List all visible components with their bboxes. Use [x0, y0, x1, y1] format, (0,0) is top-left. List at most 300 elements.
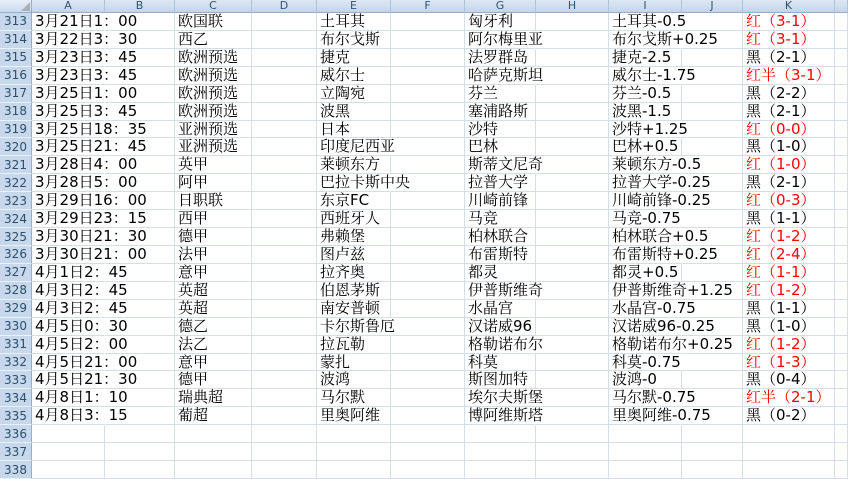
cell-home-331[interactable] — [317, 336, 391, 354]
cell-time-335[interactable] — [32, 406, 128, 425]
cell-L337[interactable] — [835, 443, 848, 461]
cell-handicap-314[interactable] — [609, 29, 718, 49]
row-header-318[interactable]: 318 — [0, 103, 32, 121]
cell-H336[interactable] — [536, 425, 609, 443]
cell-away-324[interactable] — [465, 210, 536, 228]
cell-L335[interactable] — [835, 407, 848, 425]
cell-home-319[interactable] — [317, 121, 391, 139]
cell-league-328[interactable] — [175, 282, 252, 300]
cell-D334[interactable] — [252, 389, 317, 407]
cell-result-326[interactable] — [743, 246, 835, 264]
cell-time-315[interactable] — [32, 47, 138, 67]
cell-home-325[interactable] — [317, 228, 391, 246]
cell-home-321[interactable] — [317, 156, 391, 174]
cell-result-336[interactable] — [743, 425, 835, 443]
cell-result-334[interactable] — [743, 389, 835, 407]
cell-home-313[interactable] — [317, 13, 391, 31]
cell-time-321[interactable] — [32, 155, 138, 174]
cell-F337[interactable] — [391, 443, 465, 461]
cell-time-316[interactable] — [32, 65, 138, 85]
cell-league-313[interactable] — [175, 13, 252, 31]
cell-F323[interactable] — [391, 192, 465, 210]
cell-H328[interactable] — [536, 282, 609, 300]
cell-J318[interactable] — [682, 103, 743, 121]
cell-B336[interactable] — [105, 425, 175, 443]
row-header-328[interactable]: 328 — [0, 282, 32, 300]
cell-handicap-324[interactable] — [609, 210, 682, 228]
cell-result-330[interactable] — [743, 318, 835, 336]
cell-away-323[interactable] — [465, 192, 536, 210]
cell-result-329[interactable] — [743, 300, 835, 318]
cell-D333[interactable] — [252, 371, 317, 389]
cell-H330[interactable] — [536, 318, 609, 336]
cell-away-327[interactable] — [465, 264, 536, 282]
cell-H332[interactable] — [536, 354, 609, 372]
cell-time-314[interactable] — [32, 29, 138, 49]
cell-L322[interactable] — [835, 174, 848, 192]
cell-home-338[interactable] — [317, 461, 391, 479]
cell-league-319[interactable] — [175, 121, 252, 139]
cell-time-330[interactable] — [32, 316, 128, 336]
cell-J332[interactable] — [682, 354, 743, 372]
cell-handicap-325[interactable] — [609, 227, 709, 246]
row-header-338[interactable]: 338 — [0, 461, 32, 479]
cell-home-314[interactable] — [317, 31, 391, 49]
cell-F334[interactable] — [391, 389, 465, 407]
cell-time-317[interactable] — [32, 83, 138, 103]
cell-D314[interactable] — [252, 31, 317, 49]
cell-handicap-315[interactable] — [609, 49, 682, 67]
cell-result-322[interactable] — [743, 174, 835, 192]
column-header-B[interactable]: B — [105, 0, 175, 13]
cell-H321[interactable] — [536, 156, 609, 174]
cell-home-327[interactable] — [317, 264, 391, 282]
cell-H320[interactable] — [536, 138, 609, 156]
cell-league-314[interactable] — [175, 31, 252, 49]
cell-away-322[interactable] — [465, 174, 536, 192]
cell-H322[interactable] — [536, 174, 609, 192]
row-header-330[interactable]: 330 — [0, 318, 32, 336]
cell-L330[interactable] — [835, 318, 848, 336]
cell-league-327[interactable] — [175, 264, 252, 282]
cell-H325[interactable] — [536, 228, 609, 246]
cell-F318[interactable] — [391, 103, 465, 121]
cell-D316[interactable] — [252, 67, 317, 85]
cell-D321[interactable] — [252, 156, 317, 174]
cell-D331[interactable] — [252, 336, 317, 354]
row-header-337[interactable]: 337 — [0, 443, 32, 461]
cell-D313[interactable] — [252, 13, 317, 31]
cell-league-338[interactable] — [175, 461, 252, 479]
row-header-333[interactable]: 333 — [0, 371, 32, 389]
cell-league-323[interactable] — [175, 192, 252, 210]
cell-home-330[interactable] — [317, 316, 396, 336]
cell-league-335[interactable] — [175, 407, 252, 425]
cell-L327[interactable] — [835, 264, 848, 282]
row-header-317[interactable]: 317 — [0, 85, 32, 103]
row-header-329[interactable]: 329 — [0, 300, 32, 318]
cell-time-337[interactable] — [32, 443, 105, 461]
cell-J317[interactable] — [682, 85, 743, 103]
cell-away-316[interactable] — [465, 65, 544, 85]
cell-home-335[interactable] — [317, 407, 391, 425]
cell-league-317[interactable] — [175, 85, 252, 103]
cell-away-338[interactable] — [465, 461, 536, 479]
cell-H327[interactable] — [536, 264, 609, 282]
row-header-322[interactable]: 322 — [0, 174, 32, 192]
cell-league-322[interactable] — [175, 174, 252, 192]
cell-F321[interactable] — [391, 156, 465, 174]
cell-L334[interactable] — [835, 389, 848, 407]
cell-F314[interactable] — [391, 31, 465, 49]
cell-H324[interactable] — [536, 210, 609, 228]
cell-home-329[interactable] — [317, 300, 391, 318]
cell-L314[interactable] — [835, 31, 848, 49]
cell-handicap-330[interactable] — [609, 316, 715, 336]
cell-home-317[interactable] — [317, 85, 391, 103]
cell-result-331[interactable] — [743, 336, 835, 354]
cell-result-317[interactable] — [743, 85, 835, 103]
cell-B337[interactable] — [105, 443, 175, 461]
cell-time-313[interactable] — [32, 12, 138, 31]
cell-league-336[interactable] — [175, 425, 252, 443]
cell-D317[interactable] — [252, 85, 317, 103]
cell-handicap-327[interactable] — [609, 264, 682, 282]
cell-D335[interactable] — [252, 407, 317, 425]
cell-handicap-336[interactable] — [609, 425, 682, 443]
cell-H319[interactable] — [536, 121, 609, 139]
row-header-327[interactable]: 327 — [0, 264, 32, 282]
cell-league-325[interactable] — [175, 228, 252, 246]
cell-away-313[interactable] — [465, 13, 536, 31]
row-header-321[interactable]: 321 — [0, 156, 32, 174]
cell-handicap-338[interactable] — [609, 461, 682, 479]
cell-away-328[interactable] — [465, 280, 544, 300]
cell-F331[interactable] — [391, 336, 465, 354]
cell-away-331[interactable] — [465, 334, 544, 354]
cell-away-320[interactable] — [465, 138, 536, 156]
row-header-320[interactable]: 320 — [0, 138, 32, 156]
cell-handicap-323[interactable] — [609, 191, 711, 210]
cell-handicap-335[interactable] — [609, 406, 711, 425]
cell-away-319[interactable] — [465, 121, 536, 139]
cell-result-314[interactable] — [743, 31, 835, 49]
cell-handicap-334[interactable] — [609, 388, 696, 407]
cell-L318[interactable] — [835, 103, 848, 121]
cell-F315[interactable] — [391, 49, 465, 67]
cell-home-326[interactable] — [317, 246, 391, 264]
cell-result-338[interactable] — [743, 461, 835, 479]
cell-J319[interactable] — [682, 121, 743, 139]
cell-F332[interactable] — [391, 354, 465, 372]
cell-handicap-328[interactable] — [609, 280, 733, 300]
cell-away-326[interactable] — [465, 246, 536, 264]
cell-F336[interactable] — [391, 425, 465, 443]
column-header-K[interactable]: K — [743, 0, 835, 13]
cell-time-322[interactable] — [32, 173, 138, 192]
cell-home-337[interactable] — [317, 443, 391, 461]
cell-D324[interactable] — [252, 210, 317, 228]
cell-L313[interactable] — [835, 13, 848, 31]
cell-D328[interactable] — [252, 282, 317, 300]
cell-D337[interactable] — [252, 443, 317, 461]
cell-home-332[interactable] — [317, 354, 391, 372]
row-header-324[interactable]: 324 — [0, 210, 32, 228]
cell-time-329[interactable] — [32, 298, 128, 318]
cell-H313[interactable] — [536, 13, 609, 31]
cell-L315[interactable] — [835, 49, 848, 67]
cell-away-332[interactable] — [465, 354, 536, 372]
cell-league-332[interactable] — [175, 354, 252, 372]
cell-home-323[interactable] — [317, 192, 391, 210]
cell-league-329[interactable] — [175, 300, 252, 318]
cell-away-337[interactable] — [465, 443, 536, 461]
row-header-331[interactable]: 331 — [0, 336, 32, 354]
cell-L328[interactable] — [835, 282, 848, 300]
cell-home-320[interactable] — [317, 137, 396, 156]
row-header-316[interactable]: 316 — [0, 67, 32, 85]
row-header-336[interactable]: 336 — [0, 425, 32, 443]
cell-away-318[interactable] — [465, 103, 536, 121]
cell-D325[interactable] — [252, 228, 317, 246]
cell-away-314[interactable] — [465, 29, 544, 49]
column-header-H[interactable]: H — [536, 0, 609, 13]
cell-time-333[interactable] — [32, 370, 138, 389]
column-header-J[interactable]: J — [682, 0, 743, 13]
cell-H331[interactable] — [536, 336, 609, 354]
cell-H318[interactable] — [536, 103, 609, 121]
cell-result-325[interactable] — [743, 228, 835, 246]
cell-handicap-316[interactable] — [609, 65, 696, 85]
row-header-319[interactable]: 319 — [0, 121, 32, 139]
cell-time-336[interactable] — [32, 425, 105, 443]
cell-result-333[interactable] — [743, 371, 835, 389]
cell-time-325[interactable] — [32, 227, 147, 246]
cell-home-336[interactable] — [317, 425, 391, 443]
cell-result-323[interactable] — [743, 192, 835, 210]
cell-F327[interactable] — [391, 264, 465, 282]
cell-result-321[interactable] — [743, 156, 835, 174]
cell-J337[interactable] — [682, 443, 743, 461]
cell-L317[interactable] — [835, 85, 848, 103]
cell-H323[interactable] — [536, 192, 609, 210]
cell-handicap-313[interactable] — [609, 12, 687, 31]
cell-F329[interactable] — [391, 300, 465, 318]
cell-away-335[interactable] — [465, 406, 544, 425]
cell-away-325[interactable] — [465, 228, 536, 246]
cell-H334[interactable] — [536, 389, 609, 407]
cell-league-337[interactable] — [175, 443, 252, 461]
cell-D327[interactable] — [252, 264, 317, 282]
cell-league-318[interactable] — [175, 103, 252, 121]
cell-L336[interactable] — [835, 425, 848, 443]
cell-D315[interactable] — [252, 49, 317, 67]
cell-D318[interactable] — [252, 103, 317, 121]
cell-time-327[interactable] — [32, 262, 128, 282]
cell-F338[interactable] — [391, 461, 465, 479]
cell-L319[interactable] — [835, 121, 848, 139]
row-header-325[interactable]: 325 — [0, 228, 32, 246]
cell-J333[interactable] — [682, 371, 743, 389]
cell-F316[interactable] — [391, 67, 465, 85]
cell-L320[interactable] — [835, 138, 848, 156]
cell-handicap-322[interactable] — [609, 173, 711, 192]
column-header-G[interactable]: G — [465, 0, 536, 13]
cell-H317[interactable] — [536, 85, 609, 103]
cell-B338[interactable] — [105, 461, 175, 479]
cell-D336[interactable] — [252, 425, 317, 443]
cell-D326[interactable] — [252, 246, 317, 264]
cell-handicap-337[interactable] — [609, 443, 682, 461]
cell-handicap-332[interactable] — [609, 354, 682, 372]
cell-J315[interactable] — [682, 49, 743, 67]
cell-H315[interactable] — [536, 49, 609, 67]
cell-home-328[interactable] — [317, 282, 391, 300]
cell-result-316[interactable] — [743, 67, 835, 85]
cell-time-331[interactable] — [32, 334, 128, 354]
cell-time-334[interactable] — [32, 388, 128, 407]
row-header-315[interactable]: 315 — [0, 49, 32, 67]
cell-time-338[interactable] — [32, 461, 105, 479]
cell-result-328[interactable] — [743, 282, 835, 300]
cell-handicap-320[interactable] — [609, 138, 682, 156]
cell-league-321[interactable] — [175, 156, 252, 174]
cell-L332[interactable] — [835, 354, 848, 372]
cell-D330[interactable] — [252, 318, 317, 336]
column-header-I[interactable]: I — [609, 0, 682, 13]
cell-F319[interactable] — [391, 121, 465, 139]
cell-result-337[interactable] — [743, 443, 835, 461]
cell-H337[interactable] — [536, 443, 609, 461]
cell-away-336[interactable] — [465, 425, 536, 443]
row-header-332[interactable]: 332 — [0, 354, 32, 372]
cell-result-313[interactable] — [743, 13, 835, 31]
cell-J338[interactable] — [682, 461, 743, 479]
cell-handicap-318[interactable] — [609, 103, 682, 121]
column-header-F[interactable]: F — [391, 0, 465, 13]
row-header-334[interactable]: 334 — [0, 389, 32, 407]
cell-away-333[interactable] — [465, 371, 536, 389]
cell-time-332[interactable] — [32, 352, 138, 372]
cell-league-316[interactable] — [175, 67, 252, 85]
cell-handicap-317[interactable] — [609, 85, 682, 103]
cell-F320[interactable] — [391, 138, 465, 156]
cell-H314[interactable] — [536, 31, 609, 49]
select-all-corner[interactable] — [0, 0, 32, 13]
cell-result-320[interactable] — [743, 138, 835, 156]
cell-D320[interactable] — [252, 138, 317, 156]
cell-home-334[interactable] — [317, 389, 391, 407]
column-header-L[interactable] — [835, 0, 848, 13]
cell-handicap-321[interactable] — [609, 155, 702, 174]
cell-result-335[interactable] — [743, 407, 835, 425]
cell-result-332[interactable] — [743, 354, 835, 372]
cell-home-333[interactable] — [317, 371, 391, 389]
cell-H338[interactable] — [536, 461, 609, 479]
cell-J313[interactable] — [682, 13, 743, 31]
cell-J320[interactable] — [682, 138, 743, 156]
cell-away-330[interactable] — [465, 318, 536, 336]
cell-time-328[interactable] — [32, 280, 128, 300]
cell-J336[interactable] — [682, 425, 743, 443]
cell-H316[interactable] — [536, 67, 609, 85]
cell-time-320[interactable] — [32, 137, 147, 156]
cell-result-318[interactable] — [743, 103, 835, 121]
cell-H326[interactable] — [536, 246, 609, 264]
cell-league-324[interactable] — [175, 210, 252, 228]
cell-away-321[interactable] — [465, 155, 544, 174]
cell-L324[interactable] — [835, 210, 848, 228]
cell-result-315[interactable] — [743, 49, 835, 67]
row-header-335[interactable]: 335 — [0, 407, 32, 425]
cell-L338[interactable] — [835, 461, 848, 479]
cell-time-319[interactable] — [32, 119, 147, 139]
cell-league-315[interactable] — [175, 49, 252, 67]
cell-L331[interactable] — [835, 336, 848, 354]
cell-D322[interactable] — [252, 174, 317, 192]
cell-away-329[interactable] — [465, 300, 536, 318]
cell-F328[interactable] — [391, 282, 465, 300]
cell-F335[interactable] — [391, 407, 465, 425]
cell-league-326[interactable] — [175, 246, 252, 264]
cell-league-334[interactable] — [175, 389, 252, 407]
cell-F333[interactable] — [391, 371, 465, 389]
cell-league-333[interactable] — [175, 371, 252, 389]
cell-handicap-326[interactable] — [609, 244, 718, 264]
cell-home-318[interactable] — [317, 103, 391, 121]
cell-league-320[interactable] — [175, 138, 252, 156]
cell-L329[interactable] — [835, 300, 848, 318]
cell-league-330[interactable] — [175, 318, 252, 336]
cell-H333[interactable] — [536, 371, 609, 389]
cell-L321[interactable] — [835, 156, 848, 174]
cell-away-315[interactable] — [465, 49, 536, 67]
row-header-326[interactable]: 326 — [0, 246, 32, 264]
cell-F330[interactable] — [391, 318, 465, 336]
cell-L323[interactable] — [835, 192, 848, 210]
column-header-C[interactable]: C — [175, 0, 252, 13]
cell-home-322[interactable] — [317, 173, 411, 192]
row-header-314[interactable]: 314 — [0, 31, 32, 49]
cell-H329[interactable] — [536, 300, 609, 318]
cell-home-315[interactable] — [317, 49, 391, 67]
cell-time-326[interactable] — [32, 244, 147, 264]
cell-handicap-331[interactable] — [609, 334, 733, 354]
cell-L325[interactable] — [835, 228, 848, 246]
cell-home-316[interactable] — [317, 67, 391, 85]
cell-D319[interactable] — [252, 121, 317, 139]
cell-league-331[interactable] — [175, 336, 252, 354]
cell-D323[interactable] — [252, 192, 317, 210]
cell-L326[interactable] — [835, 246, 848, 264]
column-header-A[interactable]: A — [32, 0, 105, 13]
cell-F324[interactable] — [391, 210, 465, 228]
column-header-E[interactable]: E — [317, 0, 391, 13]
cell-H335[interactable] — [536, 407, 609, 425]
cell-home-324[interactable] — [317, 210, 391, 228]
cell-handicap-329[interactable] — [609, 298, 696, 318]
cell-away-317[interactable] — [465, 85, 536, 103]
cell-D332[interactable] — [252, 354, 317, 372]
cell-time-324[interactable] — [32, 209, 147, 228]
cell-result-319[interactable] — [743, 121, 835, 139]
cell-D329[interactable] — [252, 300, 317, 318]
cell-time-323[interactable] — [32, 191, 147, 210]
row-header-313[interactable]: 313 — [0, 13, 32, 31]
cell-L316[interactable] — [835, 67, 848, 85]
cell-handicap-333[interactable] — [609, 371, 682, 389]
cell-D338[interactable] — [252, 461, 317, 479]
